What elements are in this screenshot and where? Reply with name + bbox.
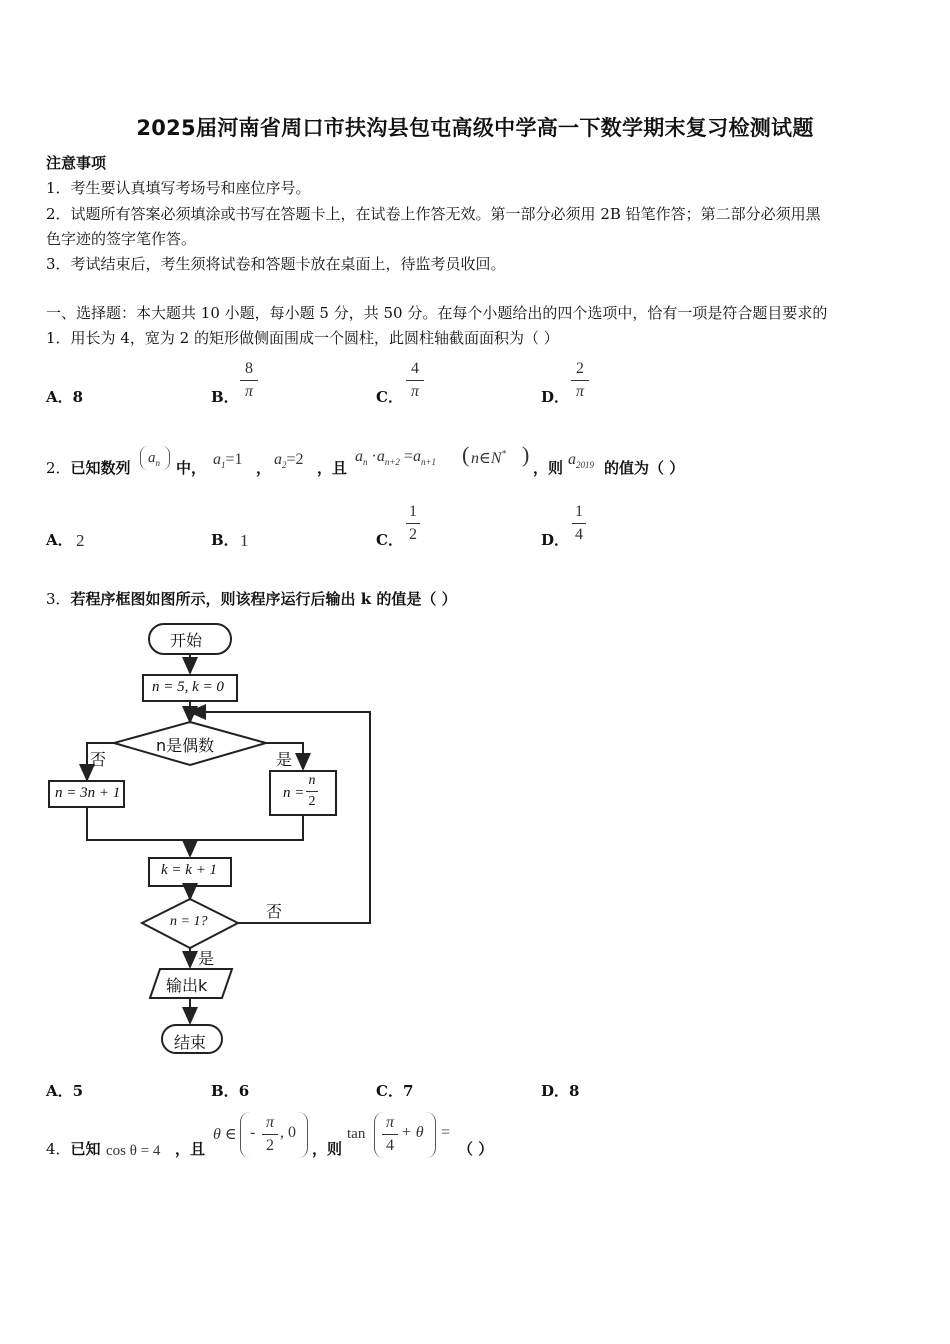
option-a: A．5: [46, 1082, 84, 1100]
option-label: B．: [211, 531, 239, 549]
numerator: 1: [575, 503, 583, 520]
denominator: 2: [409, 526, 417, 543]
numerator: 4: [411, 360, 419, 377]
numerator: 1: [409, 503, 417, 520]
option-label: B．: [211, 388, 239, 406]
option-label: D．: [541, 388, 570, 406]
text: ，则: [533, 459, 564, 477]
flow-end-label: 结束: [174, 1033, 207, 1052]
math-theta-in: θ ∈: [213, 1126, 237, 1143]
flow-cond1-label: n是偶数: [156, 736, 215, 755]
denominator: 4: [575, 526, 583, 543]
flow-inc-label: k = k + 1: [161, 862, 218, 878]
fraction: π 2: [262, 1114, 278, 1155]
flow-yes-label: 是: [276, 750, 293, 769]
math-relation: $a_n \cdot a_{n+2} =a_{n+1}$: [355, 448, 437, 468]
left-paren: (: [462, 442, 470, 467]
text: ，且: [175, 1140, 206, 1158]
notice-item: 1．考生要认真填写考场号和座位序号。: [46, 179, 311, 197]
math-tan: tan: [347, 1126, 366, 1142]
question-2: 2．已知数列: [46, 459, 131, 477]
option-value: 1: [240, 531, 249, 550]
text: ，且: [317, 459, 348, 477]
option-b: B．6: [211, 1082, 250, 1100]
flow-init-label: n = 5, k = 0: [152, 679, 224, 695]
option-d: D．8: [541, 1082, 580, 1100]
minus-sign: -: [250, 1124, 256, 1141]
denominator: π: [244, 383, 253, 400]
notice-heading: 注意事项: [46, 154, 107, 172]
flow-even-fraction: n 2: [306, 773, 318, 810]
equals: =: [441, 1124, 451, 1141]
text: 中，: [176, 459, 207, 477]
question-number: 1．: [46, 329, 71, 347]
math-expr: $a_1=1$: [213, 451, 243, 471]
text: ，: [256, 459, 272, 477]
flow-output-label: 输出k: [166, 976, 208, 995]
page-title: 2025届河南省周口市扶沟县包屯高级中学高一下数学期末复习检测试题: [136, 116, 814, 140]
interval-end: , 0: [280, 1124, 296, 1141]
math-condition: n∈N*: [471, 448, 507, 467]
option-label: C．: [376, 388, 403, 406]
text: ，则: [312, 1140, 343, 1158]
math-cos: cos θ = 4: [106, 1143, 161, 1159]
option-label: C．: [376, 531, 403, 549]
option-value: 8: [72, 388, 84, 406]
notice-item: 3．考试结束后，考生须将试卷和答题卡放在桌面上，待监考员收回。: [46, 255, 506, 273]
notice-item: 2．试题所有答案必须填涂或书写在答题卡上，在试卷上作答无效。第一部分必须用 2B 铅笔作答；第二部分必须用黑: [46, 205, 821, 223]
right-paren: ): [522, 442, 530, 467]
flow-even-lhs: n =: [283, 785, 305, 801]
flow-odd-label: n = 3n + 1: [55, 785, 121, 801]
flow-yes2-label: 是: [198, 949, 215, 968]
notice-item: 色字迹的签字笔作答。: [46, 230, 197, 248]
question-text: 用长为 4，宽为 2 的矩形做侧面围成一个圆柱，此圆柱轴截面面积为（ ）: [70, 329, 559, 347]
question-3: 3．若程序框图如图所示，则该程序运行后输出 k 的值是（ ）: [46, 590, 457, 608]
text: （ ）: [458, 1140, 494, 1158]
plus-theta: + θ: [401, 1124, 424, 1141]
question-4: 4．已知: [46, 1140, 101, 1158]
flow-start-label: 开始: [170, 631, 203, 650]
math-expr: $a_2=2$: [274, 451, 304, 471]
option-value: 2: [76, 531, 85, 550]
flow-cond2-label: n = 1?: [170, 914, 208, 929]
text: 的值为（ ）: [604, 459, 685, 477]
flow-no2-label: 否: [266, 902, 283, 921]
option-label: A．: [46, 531, 73, 549]
option-label: D．: [541, 531, 570, 549]
fraction: π 4: [382, 1114, 398, 1155]
denominator: π: [575, 383, 584, 400]
numerator: 2: [576, 360, 584, 377]
option-label: A．: [46, 388, 73, 406]
option-c: C．7: [376, 1082, 414, 1100]
math-var: $a_n$: [148, 450, 160, 468]
section-heading: 一、选择题：本大题共 10 小题，每小题 5 分，共 50 分。在每个小题给出的四个选项中，恰有一项是符合题目要求的: [46, 304, 828, 322]
flow-no-label: 否: [90, 750, 107, 769]
denominator: π: [410, 383, 419, 400]
numerator: 8: [245, 360, 253, 377]
math-var: $a_{2019}$: [568, 451, 594, 471]
